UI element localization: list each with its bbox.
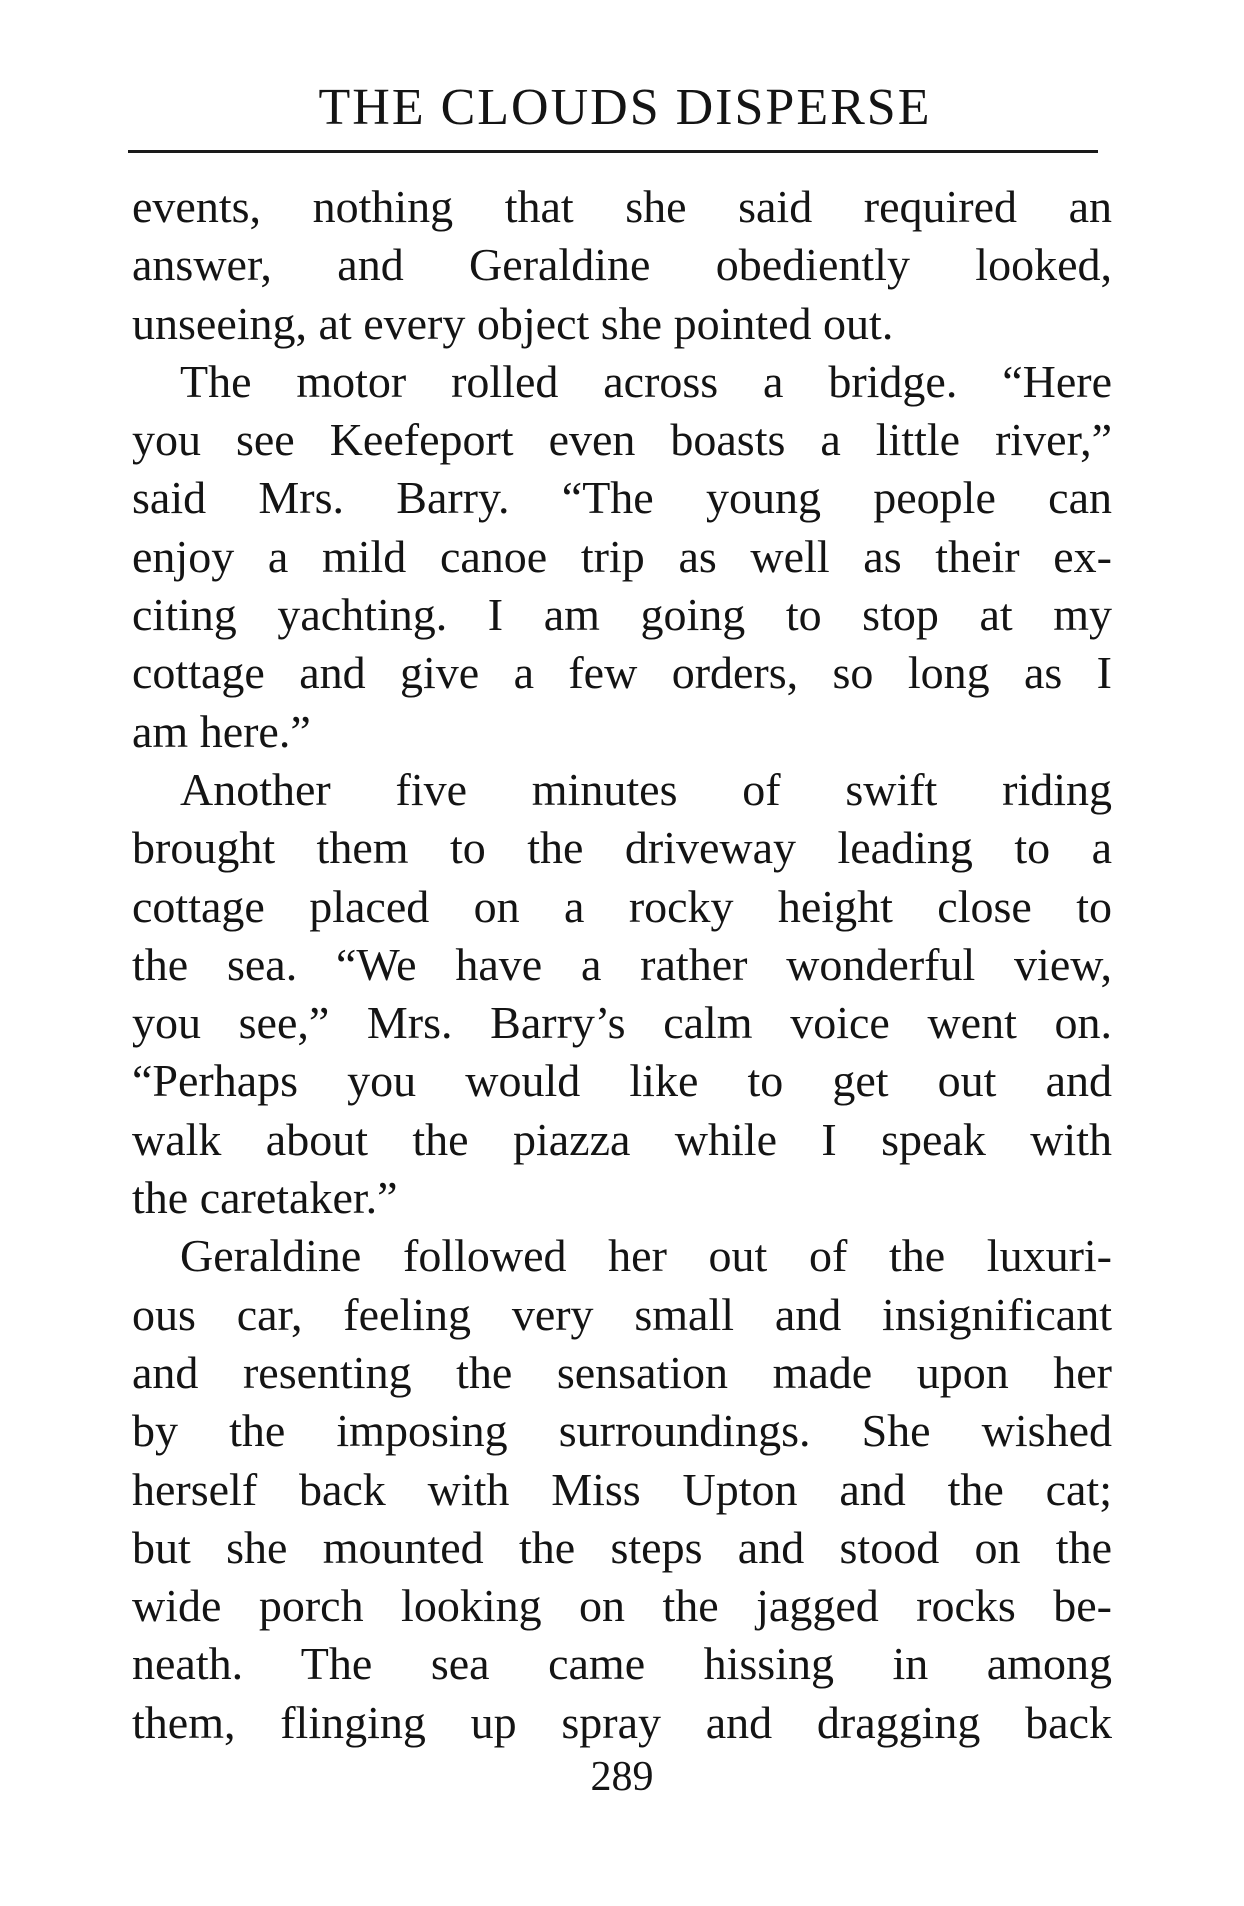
text-line: said Mrs. Barry. “The young people can bbox=[132, 472, 1112, 524]
text-line: Another five minutes of swift riding bbox=[180, 763, 1112, 815]
text-line: citing yachting. I am going to stop at my bbox=[132, 589, 1112, 641]
text-line: by the imposing surroundings. She wished bbox=[132, 1405, 1112, 1457]
text-line: neath. The sea came hissing in among bbox=[132, 1638, 1112, 1690]
text-line: walk about the piazza while I speak with bbox=[132, 1113, 1112, 1165]
text-line: you see Keefeport even boasts a little river,” bbox=[132, 414, 1112, 466]
text-line: brought them to the driveway leading to a bbox=[132, 822, 1112, 874]
text-line: them, flinging up spray and dragging back bbox=[132, 1696, 1112, 1748]
text-line: you see,” Mrs. Barry’s calm voice went on. bbox=[132, 997, 1112, 1049]
text-line: cottage placed on a rocky height close to bbox=[132, 880, 1112, 932]
text-line: unseeing, at every object she pointed out. bbox=[132, 297, 894, 349]
text-line: ous car, feeling very small and insignificant bbox=[132, 1288, 1112, 1340]
text-line: answer, and Geraldine obediently looked, bbox=[132, 239, 1112, 291]
text-line: the caretaker.” bbox=[132, 1172, 398, 1224]
page-number: 289 bbox=[590, 1754, 654, 1800]
text-line: enjoy a mild canoe trip as well as their ex- bbox=[132, 530, 1112, 582]
text-line: “Perhaps you would like to get out and bbox=[132, 1055, 1112, 1107]
running-head: THE CLOUDS DISPERSE bbox=[318, 79, 932, 136]
text-line: cottage and give a few orders, so long as I bbox=[132, 647, 1112, 699]
text-line: Geraldine followed her out of the luxuri- bbox=[180, 1230, 1112, 1282]
text-line: am here.” bbox=[132, 705, 311, 757]
text-line: The motor rolled across a bridge. “Here bbox=[180, 355, 1112, 407]
text-line: but she mounted the steps and stood on the bbox=[132, 1521, 1112, 1573]
text-line: wide porch looking on the jagged rocks be- bbox=[132, 1580, 1112, 1632]
text-line: events, nothing that she said required an bbox=[132, 181, 1112, 232]
header-rule bbox=[128, 150, 1098, 153]
text-line: the sea. “We have a rather wonderful view, bbox=[132, 938, 1112, 990]
body-text bbox=[132, 178, 1112, 1752]
text-line: herself back with Miss Upton and the cat; bbox=[132, 1463, 1112, 1515]
text-line: and resenting the sensation made upon her bbox=[132, 1346, 1112, 1398]
